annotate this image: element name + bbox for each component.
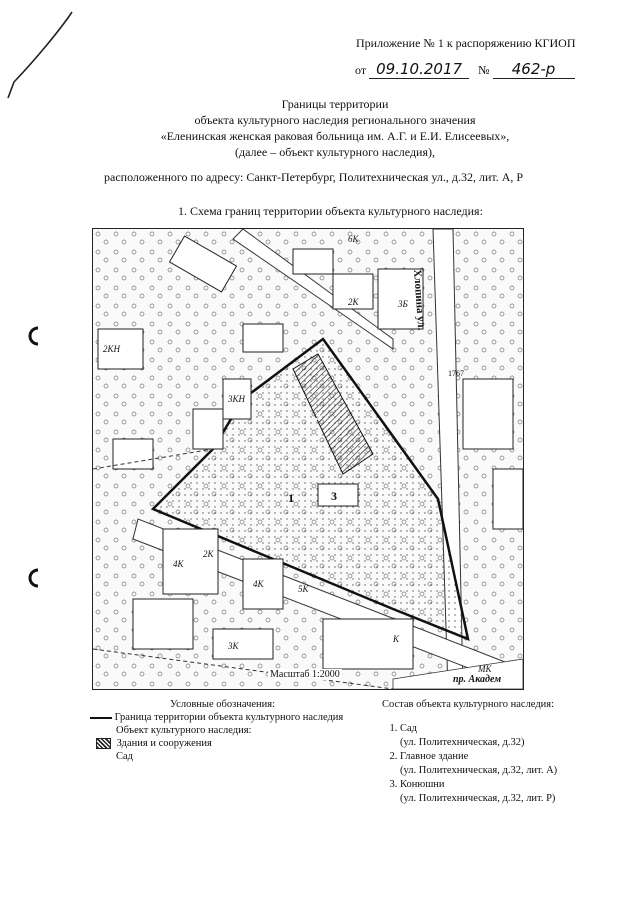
composition-title: Состав объекта культурного наследия: [382, 699, 555, 710]
date-prefix: от [355, 63, 367, 77]
handwritten-number: 462-р [493, 60, 575, 79]
composition-list [382, 722, 622, 806]
map-label-b1: 6К [348, 234, 359, 244]
territory-scheme-map [92, 228, 524, 690]
punch-hole-bottom [24, 567, 44, 589]
map-label-3: 3 [331, 489, 337, 503]
map-label-b15: 5К [298, 584, 309, 594]
composition-item [400, 750, 622, 778]
map-drawing [93, 229, 523, 689]
date-line [355, 60, 600, 82]
boundary-line-swatch [90, 717, 112, 719]
title-line-2: объекта культурного наследия регионального значения [194, 113, 476, 127]
legend-title: Условные обозначения: [170, 699, 276, 710]
title-line-1: Границы территории [281, 97, 389, 111]
map-street-right: Хлопина ул. [411, 269, 428, 331]
map-scale: Масштаб 1:2000 [270, 669, 340, 680]
legend-buildings-label: Здания и сооружения [116, 738, 212, 749]
title-line-4: (далее – объект культурного наследия), [235, 145, 435, 159]
composition-item [400, 778, 622, 806]
legend [90, 698, 380, 763]
composition-block [382, 698, 622, 806]
map-label-b4: 2КН [103, 344, 120, 354]
legend-boundary-label: Граница территории объекта культурного наследия [114, 712, 344, 723]
map-label-b7: 2К [203, 549, 214, 559]
composition-item-address: (ул. Политехническая, д.32, лит. А) [400, 765, 558, 776]
map-label-b8: 3К [228, 641, 239, 651]
composition-item-name: 2. Главное здание [400, 751, 469, 762]
composition-item-name: 1. Сад [400, 723, 418, 734]
appendix-reference: Приложение № 1 к распоряжению КГИОП [356, 36, 576, 50]
map-label-b9: 4К [253, 579, 264, 589]
composition-item-address: (ул. Политехническая, д.32, лит. Р) [400, 793, 556, 804]
address-line: расположенного по адресу: Санкт-Петербург, Политехническая ул., д.32, лит. А, Р [104, 170, 524, 184]
hatched-swatch-icon [96, 738, 111, 749]
legend-boundary [90, 711, 380, 724]
map-street-bottom: пр. Академ [453, 674, 502, 685]
section-heading: 1. Схема границ территории объекта культурного наследия: [178, 204, 483, 218]
composition-item-address: (ул. Политехническая, д.32) [400, 737, 525, 748]
title-line-3: «Еленинская женская раковая больница им. А.Г. и Е.И. Елисеевых», [160, 129, 510, 143]
legend-buildings [90, 737, 380, 750]
legend-object: Объект культурного наследия: [116, 725, 252, 736]
map-label-b6: 4К [173, 559, 184, 569]
pen-stroke-mark [0, 0, 90, 110]
map-label-b5: 3КН [228, 394, 245, 404]
composition-item [400, 722, 622, 750]
punch-hole-top [24, 325, 44, 347]
map-label-b11: МК [478, 664, 492, 674]
map-label-b2: 2К [348, 297, 359, 307]
legend-garden: Сад [116, 751, 134, 762]
map-label-1: 1 [288, 491, 294, 505]
document-title [100, 96, 570, 160]
number-prefix: № [478, 63, 490, 77]
handwritten-date: 09.10.2017 [369, 60, 469, 79]
map-label-2: 2 [315, 409, 321, 423]
composition-item-name: 3. Конюшни [400, 779, 445, 790]
map-label-b3: 3Б [398, 299, 408, 309]
map-label-b12: 1767 [448, 369, 464, 378]
map-label-b10: К [393, 634, 399, 644]
